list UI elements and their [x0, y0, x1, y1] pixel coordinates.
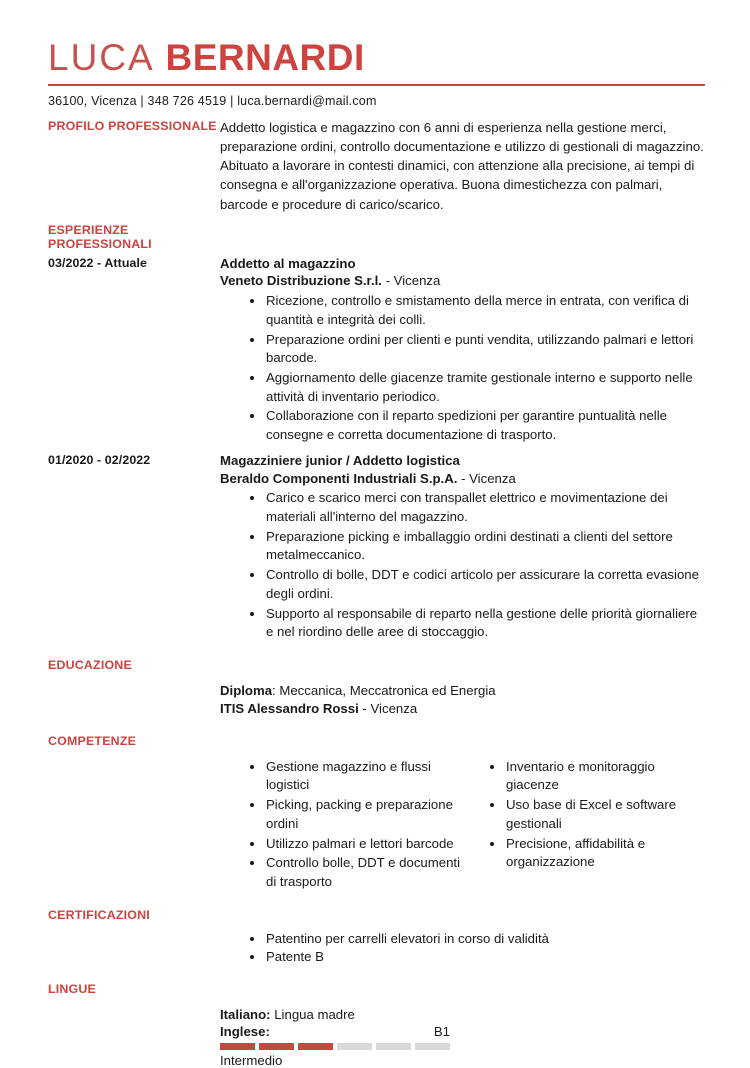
language-level-badge: B1 [433, 1024, 450, 1040]
section-profile [48, 118, 704, 214]
skills-list-right [460, 758, 690, 872]
education-school-location: - Vicenza [358, 701, 418, 717]
language-proficiency-bar [220, 1043, 450, 1050]
section-label-education: EDUCAZIONE [48, 658, 132, 673]
list-item: Picking, packing e preparazione ordini [250, 796, 460, 833]
language-second-label: Inglese: [220, 1024, 270, 1040]
skills-columns [220, 758, 704, 893]
experience-company-name: Veneto Distribuzione S.r.l. [220, 273, 382, 289]
language-native-label: Italiano: [220, 1007, 271, 1023]
list-item: Gestione magazzino e flussi logistici [250, 758, 460, 795]
experience-company-name: Beraldo Componenti Industriali S.p.A. [220, 470, 458, 486]
list-item: Preparazione ordini per clienti e punti vendita, utilizzando palmari e lettori barcode. [250, 331, 704, 368]
list-item: Preparazione picking e imballaggio ordini destinati a clienti del settore metalmeccanico. [250, 528, 704, 565]
section-experience [48, 222, 704, 251]
languages-date-spacer [48, 1006, 220, 1007]
experience-entry [48, 255, 704, 446]
list-item: Collaborazione con il reparto spedizioni per garantire puntualità nelle consegne e corretta documentazione di trasporto. [250, 407, 704, 444]
education-degree-label: Diploma [220, 683, 273, 699]
education-degree-value: : Meccanica, Meccatronica ed Energia [272, 683, 496, 699]
language-proficiency-caption: Intermedio [220, 1053, 283, 1068]
proficiency-segment [220, 1043, 255, 1050]
first-name: LUCA [48, 37, 155, 78]
proficiency-segment [415, 1043, 450, 1050]
skills-column-right [460, 758, 690, 893]
list-item: Inventario e monitoraggio giacenze [490, 758, 690, 795]
list-item: Utilizzo palmari e lettori barcode [250, 835, 460, 854]
education-school-name: ITIS Alessandro Rossi [220, 701, 359, 717]
skills-list-left [220, 758, 460, 892]
section-certifications [48, 907, 704, 922]
experience-date: 03/2022 - Attuale [48, 255, 148, 270]
list-item: Patente B [250, 948, 704, 967]
skills-date-spacer [48, 758, 220, 759]
skills-column-left [220, 758, 460, 893]
list-item: Ricezione, controllo e smistamento della merce in entrata, con verifica di quantità e integrità dei colli. [250, 292, 704, 329]
experience-company [220, 272, 704, 290]
list-item: Controllo bolle, DDT e documenti di trasporto [250, 854, 460, 891]
last-name: BERNARDI [165, 37, 365, 78]
experience-company [220, 470, 704, 488]
experience-bullets [220, 489, 704, 642]
list-item: Aggiornamento delle giacenze tramite gestionale interno e supporto nelle attività di inventario periodico. [250, 369, 704, 406]
language-native [220, 1006, 704, 1024]
experience-bullets [220, 292, 704, 445]
list-item: Patentino per carrelli elevatori in corso di validità [250, 930, 704, 949]
proficiency-segment [337, 1043, 372, 1050]
experience-title: Addetto al magazzino [220, 255, 356, 271]
list-item: Supporto al responsabile di reparto nella gestione delle priorità giornaliere e nel riordino delle aree di stoccaggio. [250, 605, 704, 642]
education-degree [220, 682, 704, 700]
experience-date: 01/2020 - 02/2022 [48, 452, 151, 467]
education-date-spacer [48, 682, 220, 683]
section-label-certifications: CERTIFICAZIONI [48, 907, 150, 922]
languages-entry [48, 1006, 704, 1068]
section-label-skills: COMPETENZE [48, 733, 137, 748]
section-label-profile: PROFILO PROFESSIONALE [48, 118, 217, 133]
skills-entry [48, 758, 704, 893]
proficiency-segment [259, 1043, 294, 1050]
proficiency-segment [298, 1043, 333, 1050]
section-label-languages: LINGUE [48, 982, 97, 997]
certifications-entry [48, 930, 704, 967]
proficiency-segment [376, 1043, 411, 1050]
language-native-value: Lingua madre [270, 1007, 355, 1023]
experience-title: Magazziniere junior / Addetto logistica [220, 452, 460, 468]
page-title [48, 38, 704, 78]
experience-company-location: - Vicenza [457, 470, 516, 486]
profile-text: Addetto logistica e magazzino con 6 anni di esperienza nella gestione merci, preparazione ordini, controllo documentazione e utilizzo di gestionali di magazzino. Abituato a lavorare in contesti dinamici, con attenzione alla precisione, ai tempi di consegna e all'organizzazione operativa. Buona dimestichezza con palmari, barcode e procedure di carico/scarico. [220, 119, 704, 212]
list-item: Controllo di bolle, DDT e codici articolo per assicurare la corretta evasione degli ordini. [250, 566, 704, 603]
section-education [48, 657, 704, 672]
certifications-list [220, 930, 704, 967]
section-label-experience: ESPERIENZE PROFESSIONALI [48, 222, 152, 251]
language-second-header [220, 1024, 450, 1039]
education-entry [48, 682, 704, 718]
list-item: Precisione, affidabilità e organizzazione [490, 835, 690, 872]
header-divider [48, 84, 705, 86]
list-item: Uso base di Excel e software gestionali [490, 796, 690, 833]
certifications-date-spacer [48, 930, 220, 931]
list-item: Carico e scarico merci con transpallet elettrico e movimentazione dei materiali all'interno del magazzino. [250, 489, 704, 526]
education-school [220, 700, 704, 718]
contact-line: 36100, Vicenza | 348 726 4519 | luca.bernardi@mail.com [48, 93, 377, 108]
section-languages [48, 981, 704, 996]
experience-company-location: - Vicenza [381, 273, 441, 289]
section-skills [48, 733, 704, 748]
experience-entry [48, 452, 704, 643]
